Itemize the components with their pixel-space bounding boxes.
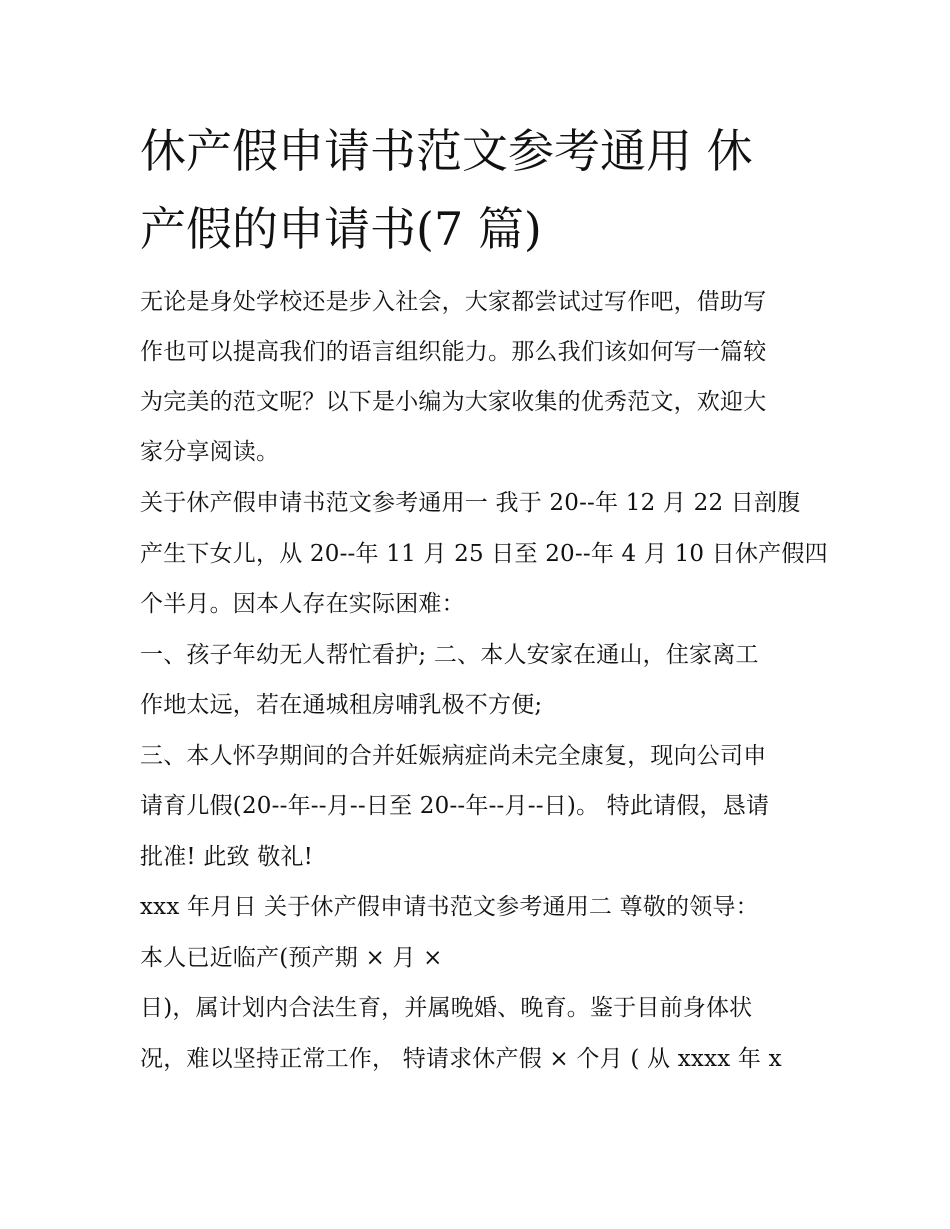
- body-line: 况，难以坚持正常工作， 特请求休产假 × 个月 ( 从 xxxx 年 x: [140, 1046, 782, 1072]
- body-line: 请育儿假(20--年--月--日至 20--年--月--日)。 特此请假，恳请: [140, 793, 770, 819]
- body-line: 批准! 此致 敬礼!: [140, 844, 314, 870]
- body-line: 无论是身处学校还是步入社会，大家都尝试过写作吧，借助写: [140, 289, 767, 315]
- title-line: 休产假申请书范文参考通用 休: [140, 124, 753, 178]
- body-line: 本人已近临产(预产期 × 月 ×: [140, 945, 443, 971]
- body-line: 家分享阅读。: [140, 439, 280, 465]
- document-title: [140, 112, 820, 268]
- body-line: 个半月。因本人存在实际困难：: [140, 591, 465, 617]
- body-line: xxx 年月日 关于休产假申请书范文参考通用二 尊敬的领导：: [140, 894, 759, 920]
- body-line: 作地太远，若在通城租房哺乳极不方便;: [140, 692, 543, 718]
- title-line: 产假的申请书(7 篇): [140, 202, 542, 256]
- body-line: 产生下女儿，从 20--年 11 月 25 日至 20--年 4 月 10 日休产假四: [140, 541, 828, 567]
- body-line: 作也可以提高我们的语言组织能力。那么我们该如何写一篇较: [140, 339, 767, 365]
- body-line: 三、本人怀孕期间的合并妊娠病症尚未完全康复，现向公司申: [140, 743, 767, 769]
- body-line: 一、孩子年幼无人帮忙看护; 二、本人安家在通山，住家离工: [140, 642, 759, 668]
- body-line: 为完美的范文呢？以下是小编为大家收集的优秀范文，欢迎大: [140, 389, 767, 415]
- body-line: 日)，属计划内合法生育，并属晚婚、晚育。鉴于目前身体状: [140, 995, 753, 1021]
- body-line: 关于休产假申请书范文参考通用一 我于 20--年 12 月 22 日剖腹: [140, 490, 801, 516]
